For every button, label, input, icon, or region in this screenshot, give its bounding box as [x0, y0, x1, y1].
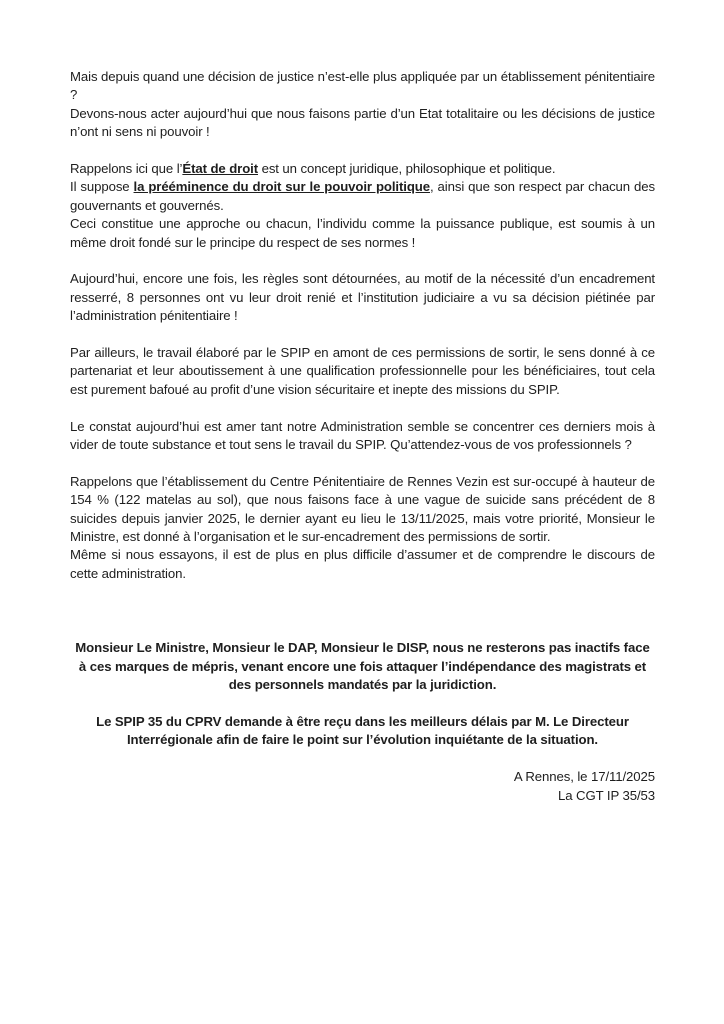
- text-segment: Il suppose: [70, 179, 134, 195]
- paragraph-line: [70, 160, 655, 178]
- paragraph-bitter-observation: Le constat aujourd’hui est amer tant notre Administration semble se concentrer ces derniers mois à vider de toute substance et tout sens le travail du SPIP. Qu’attendez-vous de vos professionnels ?: [70, 418, 655, 453]
- signature-block: [70, 768, 655, 805]
- closing-paragraph: Le SPIP 35 du CPRV demande à être reçu dans les meilleurs délais par M. Le Directeur Interrégionale afin de faire le point sur l’évolution inquiétante de la situation.: [96, 713, 629, 748]
- signatory: La CGT IP 35/53: [558, 787, 655, 803]
- paragraph-overcrowding: [70, 473, 655, 583]
- paragraph-rule-of-law: [70, 160, 655, 252]
- paragraph-rules-diverted: Aujourd’hui, encore une fois, les règles sont détournées, au motif de la nécessité d’un encadrement resserré, 8 personnes ont vu leur droit renié et l’institution judiciaire a vu sa décision piétinée par l’administration pénitentiaire !: [70, 271, 655, 324]
- paragraph-spip-work: Par ailleurs, le travail élaboré par le SPIP en amont de ces permissions de sortir, le sens donné à ce partenariat et leur aboutissement à une qualification professionnelle pour les bénéficiaires, tout cela est purement bafoué au profit d’une vision sécuritaire et inepte des missions du SPIP.: [70, 345, 655, 397]
- paragraph-line: Ceci constitue une approche ou chacun, l’individu comme la puissance publique, est soumis à un même droit fondé sur le principe du respect de ses normes !: [70, 216, 655, 250]
- paragraph-line: Mais depuis quand une décision de justice n’est-elle plus appliquée par un établissement pénitentiaire ?: [70, 69, 655, 103]
- paragraph-line: Même si nous essayons, il est de plus en plus difficile d’assumer et de comprendre le discours de cette administration.: [70, 547, 655, 581]
- paragraph-justice-question: [70, 68, 655, 142]
- place-date: A Rennes, le 17/11/2025: [513, 769, 655, 785]
- text-segment: Rappelons ici que l’: [70, 161, 183, 177]
- closing-statement: [70, 639, 655, 749]
- closing-paragraph: Monsieur Le Ministre, Monsieur le DAP, Monsieur le DISP, nous ne resterons pas inactifs face à ces marques de mépris, venant encore une fois attaquer l’indépendance des magistrats et des personnels mandatés par la juridiction.: [75, 640, 650, 693]
- emphasis-etat-de-droit: État de droit: [182, 161, 259, 177]
- document-page: [70, 68, 655, 805]
- emphasis-preeminence: la prééminence du droit sur le pouvoir politique: [133, 179, 430, 195]
- paragraph-line: Rappelons que l’établissement du Centre Pénitentiaire de Rennes Vezin est sur-occupé à hauteur de 154 % (122 matelas au sol), que nous faisons face à une vague de suicide sans précédent de 8 suicides depuis janvier 2025, le dernier ayant eu lieu le 13/11/2025, mais votre priorité, Monsieur le Ministre, est donné à l’organisation et le sur-encadrement des permissions de sortir.: [70, 473, 655, 545]
- paragraph-line: Devons-nous acter aujourd’hui que nous faisons partie d’un Etat totalitaire ou les décisions de justice n’ont ni sens ni pouvoir !: [70, 105, 655, 140]
- text-segment: , ainsi que son respect par chacun des gouvernants et gouvernés.: [70, 179, 655, 213]
- text-segment: est un concept juridique, philosophique et politique.: [258, 161, 556, 177]
- paragraph-line: [70, 178, 655, 215]
